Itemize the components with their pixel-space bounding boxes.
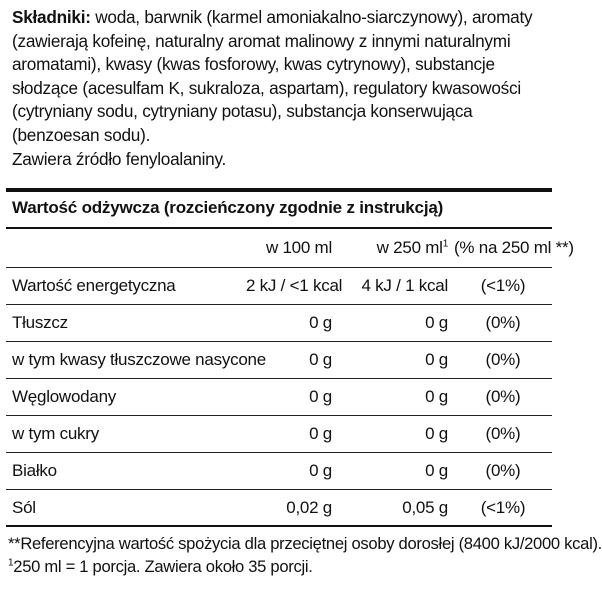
row-per-250ml: 0,05 g <box>338 490 454 527</box>
header-ri-percent: (% na 250 ml **) <box>454 238 574 257</box>
row-per-250ml: 0 g <box>338 379 454 416</box>
row-per-100ml: 0 g <box>246 453 338 490</box>
row-per-100ml: 0 g <box>246 379 338 416</box>
row-per-100ml: 0 g <box>246 305 338 342</box>
row-per-100ml: 0 g <box>246 342 338 379</box>
nutrition-row-carbohydrate <box>6 379 552 416</box>
nutrition-row-protein <box>6 453 552 490</box>
footnotes <box>8 532 602 578</box>
row-per-100ml: 0,02 g <box>246 490 338 527</box>
portion-note-marker: 1 <box>8 557 14 569</box>
ingredients-section <box>12 6 548 171</box>
portion-note <box>8 555 552 578</box>
row-per-250ml: 4 kJ / 1 kcal <box>338 268 454 305</box>
row-per-100ml: 2 kJ / <1 kcal <box>246 268 338 305</box>
section-divider <box>6 188 552 192</box>
row-ri: (0%) <box>454 453 552 490</box>
row-ri: (0%) <box>454 342 552 379</box>
nutrition-row-sugars <box>6 416 552 453</box>
row-name: Wartość energetyczna <box>6 268 246 305</box>
header-empty-cell <box>6 229 246 268</box>
nutrition-row-energy <box>6 268 552 305</box>
portion-note-text: 250 ml = 1 porcja. Zawiera około 35 porcji. <box>13 557 313 576</box>
nutrition-title: Wartość odżywcza (rozcieńczony zgodnie z instrukcją) <box>12 198 444 217</box>
ingredients-text: woda, barwnik (karmel amoniakalno-siarczynowy), aromaty (zawierają kofeinę, naturalny aromat malinowy z innymi naturalnymi aromatami), kwasy (kwas fosforowy, kwas cytrynowy), substancje słodzące (acesulfam K, sukraloza, aspartam), regulatory kwasowości (cytryniany sodu, cytryniany potasu), substancja konserwująca (benzoesan sodu). <box>12 7 533 145</box>
nutrition-row-fat <box>6 305 552 342</box>
row-name: Sól <box>6 490 246 527</box>
nutrition-header-row <box>6 229 552 268</box>
nutrition-label <box>6 4 602 594</box>
row-ri: (<1%) <box>454 490 552 527</box>
nutrition-row-salt <box>6 490 552 527</box>
nutrition-row-saturates <box>6 342 552 379</box>
row-name: Białko <box>6 453 246 490</box>
header-per-100ml: w 100 ml <box>265 238 332 257</box>
reference-intake-note: **Referencyjna wartość spożycia dla przeciętnej osoby dorosłej (8400 kJ/2000 kcal). <box>8 534 602 553</box>
ingredients-paragraph <box>12 6 548 148</box>
row-name: Węglowodany <box>6 379 246 416</box>
nutrition-table <box>6 229 574 526</box>
row-name: Tłuszcz <box>6 305 246 342</box>
header-per-250ml <box>338 229 454 268</box>
ingredients-heading: Składniki: <box>12 7 91 27</box>
row-per-250ml: 0 g <box>338 453 454 490</box>
row-per-250ml: 0 g <box>338 342 454 379</box>
portion-footnote-marker: 1 <box>442 238 448 250</box>
row-name: w tym kwasy tłuszczowe nasycone <box>6 342 246 379</box>
row-ri: (0%) <box>454 305 552 342</box>
row-ri: (0%) <box>454 379 552 416</box>
row-name: w tym cukry <box>6 416 246 453</box>
row-ri: (0%) <box>454 416 552 453</box>
row-per-250ml: 0 g <box>338 416 454 453</box>
row-ri: (<1%) <box>454 268 552 305</box>
row-per-100ml: 0 g <box>246 416 338 453</box>
phenylalanine-note: Zawiera źródło fenyloalaniny. <box>12 148 227 169</box>
header-per-250ml-label: w 250 ml <box>376 238 443 257</box>
row-per-250ml: 0 g <box>338 305 454 342</box>
